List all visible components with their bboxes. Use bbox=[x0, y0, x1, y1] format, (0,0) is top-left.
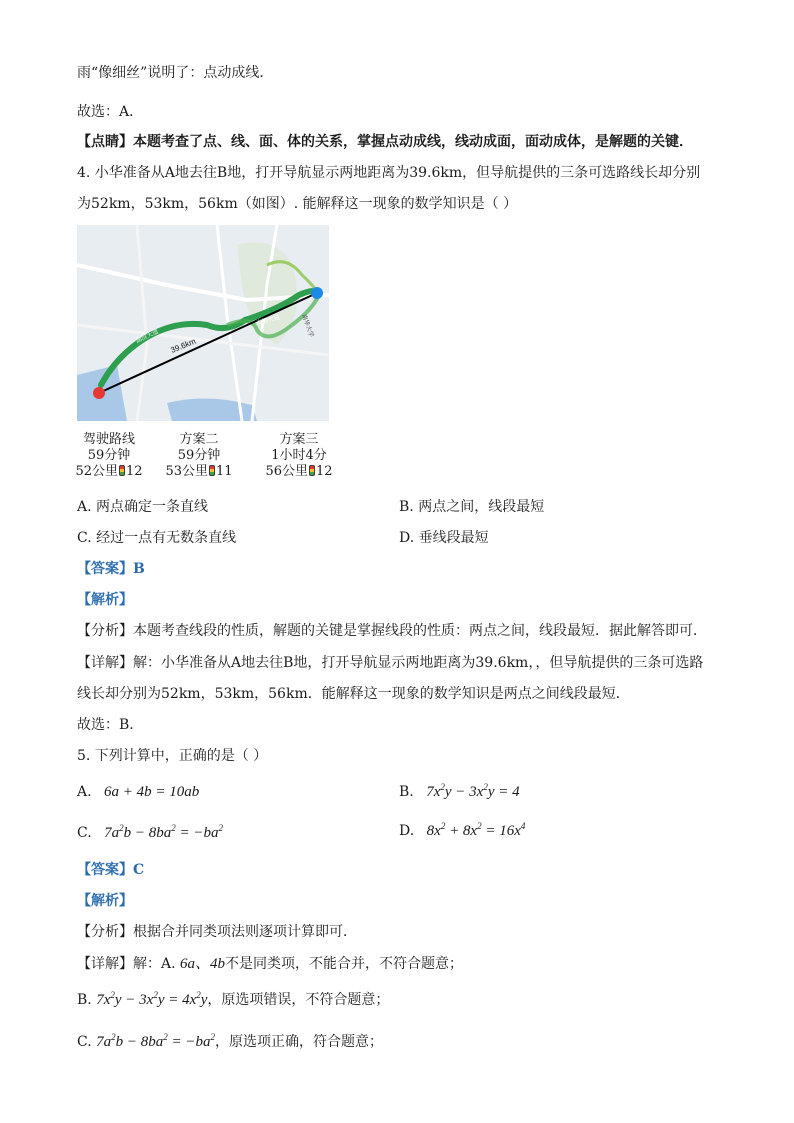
math-expression: 6a、4b bbox=[180, 956, 226, 972]
route-option bbox=[153, 432, 245, 480]
detail-text: ，原选项正确，符合题意； bbox=[215, 1034, 383, 1050]
analysis-title: 【解析】 bbox=[77, 592, 133, 608]
option-label: D. bbox=[399, 823, 415, 839]
route-option bbox=[253, 432, 345, 480]
detail-prefix: 【详解】解：A. bbox=[77, 956, 176, 972]
option-d: D. 垂线段最短 bbox=[399, 530, 489, 546]
option-b: B. 两点之间，线段最短 bbox=[399, 499, 545, 515]
traffic-light-icon bbox=[209, 465, 215, 476]
route-time: 1小时4分 bbox=[271, 448, 327, 463]
math-expression: $7a^2b - 8ba^2 = -ba^2$ bbox=[96, 1032, 215, 1050]
q5-option-d bbox=[399, 822, 525, 840]
math-expression: $8x^2 + 8x^2 = 16x^4$ bbox=[426, 821, 526, 839]
road-label: 湖滨大道 bbox=[134, 328, 160, 345]
route-distance-row bbox=[63, 464, 155, 480]
route-option bbox=[63, 432, 155, 480]
route-distance-row bbox=[153, 464, 245, 480]
math-expression: $7x^2y - 3x^2y = 4$ bbox=[426, 782, 520, 800]
route-distance-row bbox=[253, 464, 345, 480]
end-point-icon bbox=[311, 287, 323, 299]
detail-label: C. bbox=[77, 1034, 92, 1050]
math-expression: $7a^2b - 8ba^2 = -ba^2$ bbox=[104, 823, 223, 841]
route-distance: 52公里 bbox=[75, 464, 118, 479]
q5-analysis-text: 【分析】根据合并同类项法则逐项计算即可． bbox=[77, 924, 357, 940]
q5-detail-b bbox=[77, 991, 389, 1009]
option-a: A. 两点确定一条直线 bbox=[77, 499, 209, 515]
route-time: 59分钟 bbox=[87, 448, 131, 463]
q5-option-a bbox=[77, 783, 199, 801]
distance-label: 39.6km bbox=[169, 336, 198, 355]
road-label: 南湖大道 bbox=[255, 313, 281, 327]
q5-option-b bbox=[399, 783, 520, 801]
question-4-stem: 4. 小华准备从A地去往B地，打开导航显示两地距离为39.6km，但导航提供的三条可选路线长却分别 bbox=[77, 165, 701, 181]
q5-detail-c bbox=[77, 1033, 383, 1051]
detail-text: ，原选项错误，不符合题意； bbox=[207, 992, 390, 1008]
route-name: 方案二 bbox=[179, 432, 219, 447]
option-label: C. bbox=[77, 825, 92, 841]
option-label: A. bbox=[77, 784, 92, 800]
q5-detail-a bbox=[77, 955, 463, 973]
route-time: 59分钟 bbox=[177, 448, 221, 463]
straight-distance-line bbox=[99, 293, 317, 393]
detail-text: 【详解】解：小华准备从A地去往B地，打开导航显示两地距离为39.6km，，但导航提供的三条可选路 bbox=[77, 655, 704, 671]
detail-label: B. bbox=[77, 992, 92, 1008]
q5-option-c bbox=[77, 824, 223, 842]
traffic-light-icon bbox=[119, 465, 125, 476]
route-lights: 12 bbox=[126, 464, 143, 479]
traffic-light-icon bbox=[309, 465, 315, 476]
navigation-map-figure bbox=[77, 225, 329, 421]
option-c: C. 经过一点有无数条直线 bbox=[77, 530, 237, 546]
question-5-stem: 5. 下列计算中，正确的是（ ） bbox=[77, 748, 268, 764]
analysis-text: 【分析】本题考查线段的性质，解题的关键是掌握线段的性质：两点之间，线段最短．据此解答即可． bbox=[77, 623, 707, 639]
route-lights: 12 bbox=[316, 464, 333, 479]
map-svg bbox=[77, 225, 329, 421]
question-4-stem-cont: 为52km，53km，56km（如图）. 能解释这一现象的数学知识是（ ） bbox=[77, 196, 518, 212]
place-label: 南华大学 bbox=[300, 313, 315, 339]
answer-label: 【答案】B bbox=[77, 561, 145, 577]
q5-answer-label: 【答案】C bbox=[77, 862, 145, 878]
option-label: B. bbox=[399, 784, 414, 800]
detail-text: 不是同类项，不能合并，不符合题意； bbox=[225, 956, 464, 972]
route-distance: 53公里 bbox=[165, 464, 208, 479]
choice-text: 故选：B． bbox=[77, 717, 144, 733]
route-name: 方案三 bbox=[279, 432, 319, 447]
route-distance: 56公里 bbox=[265, 464, 308, 479]
q5-analysis-title: 【解析】 bbox=[77, 893, 133, 909]
detail-text-cont: 线长却分别为52km，53km，56km．能解释这一现象的数学知识是两点之间线段最短． bbox=[77, 686, 630, 702]
start-point-icon bbox=[93, 387, 105, 399]
route-lights: 11 bbox=[216, 464, 233, 479]
text-line: 雨“像细丝”说明了：点动成线． bbox=[77, 65, 274, 81]
math-expression: $7x^2y - 3x^2y = 4x^2y$ bbox=[96, 990, 208, 1008]
comment-text: 【点睛】本题考查了点、线、面、体的关系，掌握点动成线，线动成面，面动成体，是解题的关键． bbox=[77, 134, 693, 150]
text-line: 故选：A． bbox=[77, 104, 144, 120]
comment-line bbox=[77, 133, 693, 151]
route-name: 驾驶路线 bbox=[82, 432, 135, 447]
math-expression: 6a + 4b = 10ab bbox=[104, 784, 200, 800]
